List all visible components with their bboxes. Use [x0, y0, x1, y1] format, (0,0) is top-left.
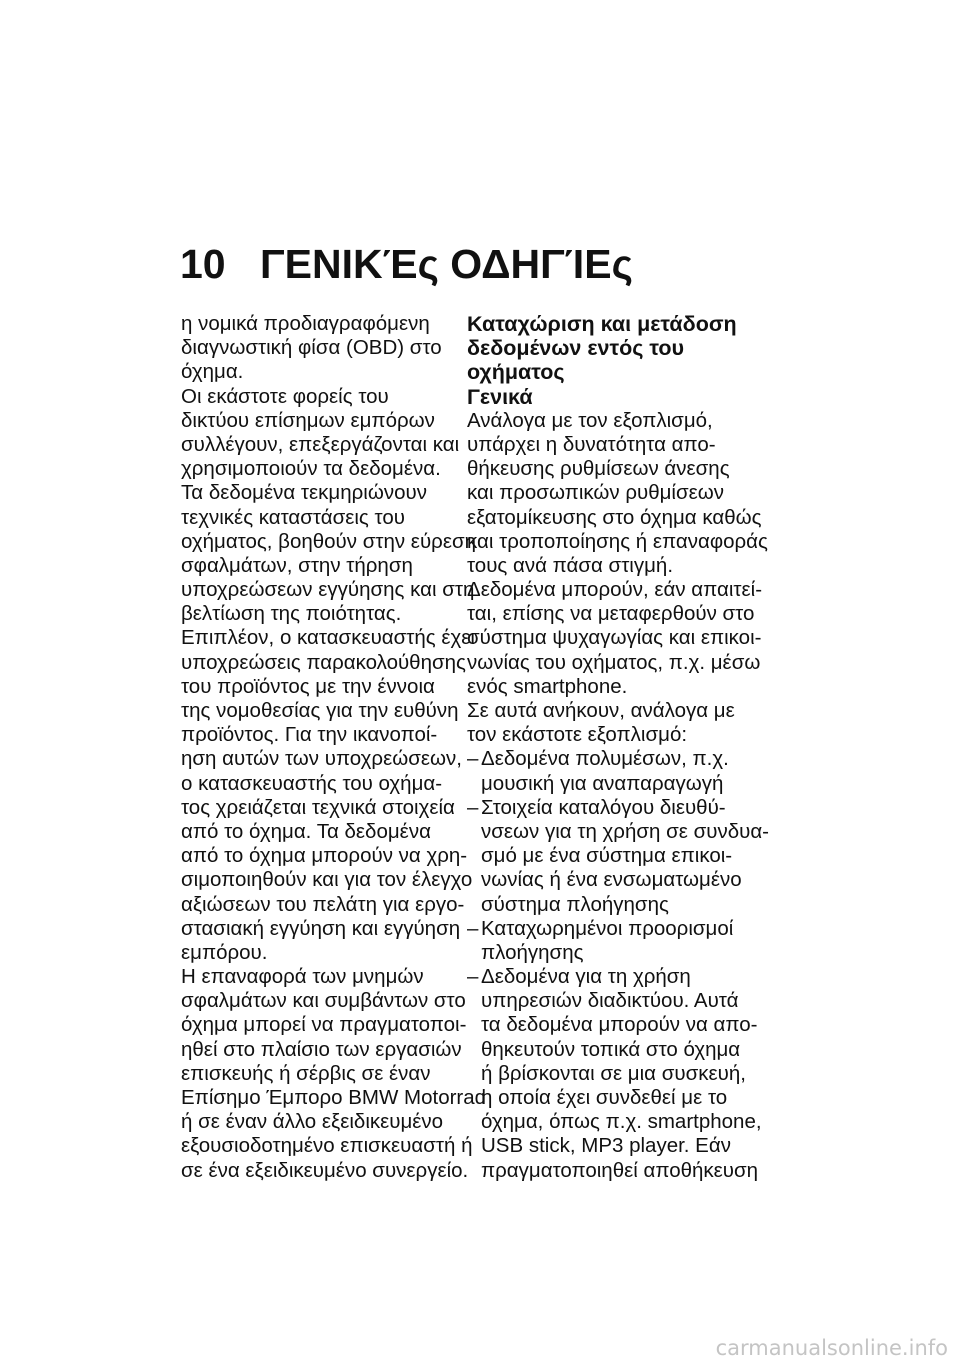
body-line: ή σε έναν άλλο εξειδικευμένο: [181, 1110, 444, 1134]
list-item-line: νσεων για τη χρήση σε συνδυα-: [481, 819, 770, 843]
list-item: [467, 747, 749, 795]
body-line: ηθεί στο πλαίσιο των εργασιών: [181, 1037, 462, 1061]
list-dash: –: [467, 916, 479, 940]
left-column: [181, 312, 487, 1183]
body-line: ηση αυτών των υποχρεώσεων,: [181, 747, 462, 771]
list-item-line: ή βρίσκονται σε μια συσκευή,: [481, 1061, 746, 1085]
list-item-line: Δεδομένα πολυμέσων, π.χ.: [481, 747, 729, 771]
body-line: Τα δεδομένα τεκμηριώνουν: [181, 481, 427, 505]
body-line: Σε αυτά ανήκουν, ανάλογα με: [467, 699, 735, 722]
body-line: Επίσημο Έμπορο BMW Motorrad: [181, 1086, 487, 1109]
list-item: [467, 795, 770, 917]
subheading: Γενικά: [467, 384, 533, 409]
body-line: συλλέγουν, επεξεργάζονται και: [181, 432, 460, 456]
body-line: νωνίας του οχήματος, π.χ. μέσω: [467, 650, 761, 674]
body-line: υποχρεώσεων εγγύησης και στη: [181, 578, 475, 602]
list-item-line: η οποία έχει συνδεθεί με το: [481, 1086, 728, 1109]
body-line: η νομικά προδιαγραφόμενη: [181, 312, 430, 335]
body-line: θήκευσης ρυθμίσεων άνεσης: [467, 457, 730, 481]
body-line: σύστημα ψυχαγωγίας και επικοι-: [467, 626, 762, 650]
list-item-line: πραγματοποιηθεί αποθήκευση: [481, 1158, 759, 1182]
body-line: βελτίωση της ποιότητας.: [181, 602, 402, 626]
body-line: Επιπλέον, ο κατασκευαστής έχει: [181, 626, 475, 650]
body-line: εξατομίκευσης στο όχημα καθώς: [467, 505, 762, 529]
list-item-line: πλοήγησης: [481, 940, 584, 964]
list-item-line: Δεδομένα για τη χρήση: [481, 965, 691, 989]
body-line: τος χρειάζεται τεχνικά στοιχεία: [181, 795, 455, 819]
chapter-title: ΓΕΝΙΚΈς ΟΔΗΓΊΕς: [260, 241, 633, 287]
body-line: υποχρεώσεις παρακολούθησης: [181, 650, 466, 674]
body-line: οχήματος, βοηθούν στην εύρεση: [181, 529, 477, 553]
body-line: σφαλμάτων, στην τήρηση: [181, 553, 413, 577]
right-column: [467, 312, 770, 1183]
list-item-line: σύστημα πλοήγησης: [481, 892, 669, 916]
list-dash: –: [467, 747, 479, 771]
body-line: επισκευής ή σέρβις σε έναν: [181, 1061, 431, 1085]
body-line: σε ένα εξειδικευμένο συνεργείο.: [181, 1158, 469, 1182]
list-item-line: Στοιχεία καταλόγου διευθύ-: [481, 795, 726, 819]
body-line: σιμοποιηθούν και για τον έλεγχο: [181, 868, 473, 892]
chapter-heading: [180, 240, 633, 288]
body-line: διαγνωστική φίσα (OBD) στο: [181, 336, 442, 360]
body-line: εξουσιοδοτημένο επισκευαστή ή: [181, 1134, 473, 1158]
body-line: από το όχημα. Τα δεδομένα: [181, 819, 431, 843]
body-line: όχημα.: [181, 360, 244, 384]
list-item-line: USB stick, MP3 player. Εάν: [481, 1134, 731, 1158]
body-line: εμπόρου.: [181, 940, 268, 964]
section-heading-line: Καταχώριση και μετάδοση: [467, 312, 737, 336]
body-line: τον εκάστοτε εξοπλισμό:: [467, 723, 688, 747]
list-item-line: τα δεδομένα μπορούν να απο-: [481, 1013, 758, 1037]
body-line: υπάρχει η δυνατότητα απο-: [467, 432, 716, 456]
body-line: ο κατασκευαστής του οχήμα-: [181, 771, 443, 795]
body-line: από το όχημα μπορούν να χρη-: [181, 844, 468, 868]
body-line: του προϊόντος με την έννοια: [181, 674, 435, 698]
body-line: και τροποποίησης ή επαναφοράς: [467, 529, 768, 553]
body-line: ενός smartphone.: [467, 674, 628, 698]
body-line: Δεδομένα μπορούν, εάν απαιτεί-: [467, 578, 763, 602]
body-line: Η επαναφορά των μνημών: [181, 965, 424, 989]
body-line: δικτύου επίσημων εμπόρων: [181, 408, 435, 432]
list-item: [467, 965, 762, 1183]
body-line: τεχνικές καταστάσεις του: [181, 505, 405, 529]
body-line: προϊόντος. Για την ικανοποί-: [181, 723, 438, 747]
list-item-line: σμό με ένα σύστημα επικοι-: [481, 844, 733, 868]
body-line: Οι εκάστοτε φορείς του: [181, 384, 389, 408]
list-item-line: Καταχωρημένοι προορισμοί: [481, 916, 734, 940]
body-line: ται, επίσης να μεταφερθούν στο: [467, 602, 755, 626]
list-item: [467, 917, 749, 965]
body-line: τους ανά πάσα στιγμή.: [467, 553, 674, 577]
list-item-line: μουσική για αναπαραγωγή: [481, 771, 724, 795]
list-item-line: νωνίας ή ένα ενσωματωμένο: [481, 868, 742, 892]
body-line: σφαλμάτων και συμβάντων στο: [181, 989, 466, 1013]
list-item-line: υπηρεσιών διαδικτύου. Αυτά: [481, 989, 739, 1013]
section-heading-line: οχήματος: [467, 360, 565, 385]
list-item-line: όχημα, όπως π.χ. smartphone,: [481, 1110, 762, 1134]
section-heading-line: δεδομένων εντός του: [467, 336, 685, 361]
body-line: αξιώσεων του πελάτη για εργο-: [181, 892, 465, 916]
body-line: Ανάλογα με τον εξοπλισμό,: [467, 408, 713, 432]
chapter-number: 10: [180, 241, 226, 287]
list-dash: –: [467, 965, 479, 989]
list-item-line: θηκευτούν τοπικά στο όχημα: [481, 1037, 741, 1061]
watermark: carmanualsonline.info: [715, 1336, 948, 1360]
body-line: και προσωπικών ρυθμίσεων: [467, 481, 725, 505]
list-dash: –: [467, 795, 479, 819]
body-line: χρησιμοποιούν τα δεδομένα.: [181, 457, 441, 481]
body-line: της νομοθεσίας για την ευθύνη: [181, 699, 459, 722]
body-line: όχημα μπορεί να πραγματοποι-: [181, 1013, 467, 1037]
body-line: στασιακή εγγύηση και εγγύηση: [181, 916, 461, 940]
